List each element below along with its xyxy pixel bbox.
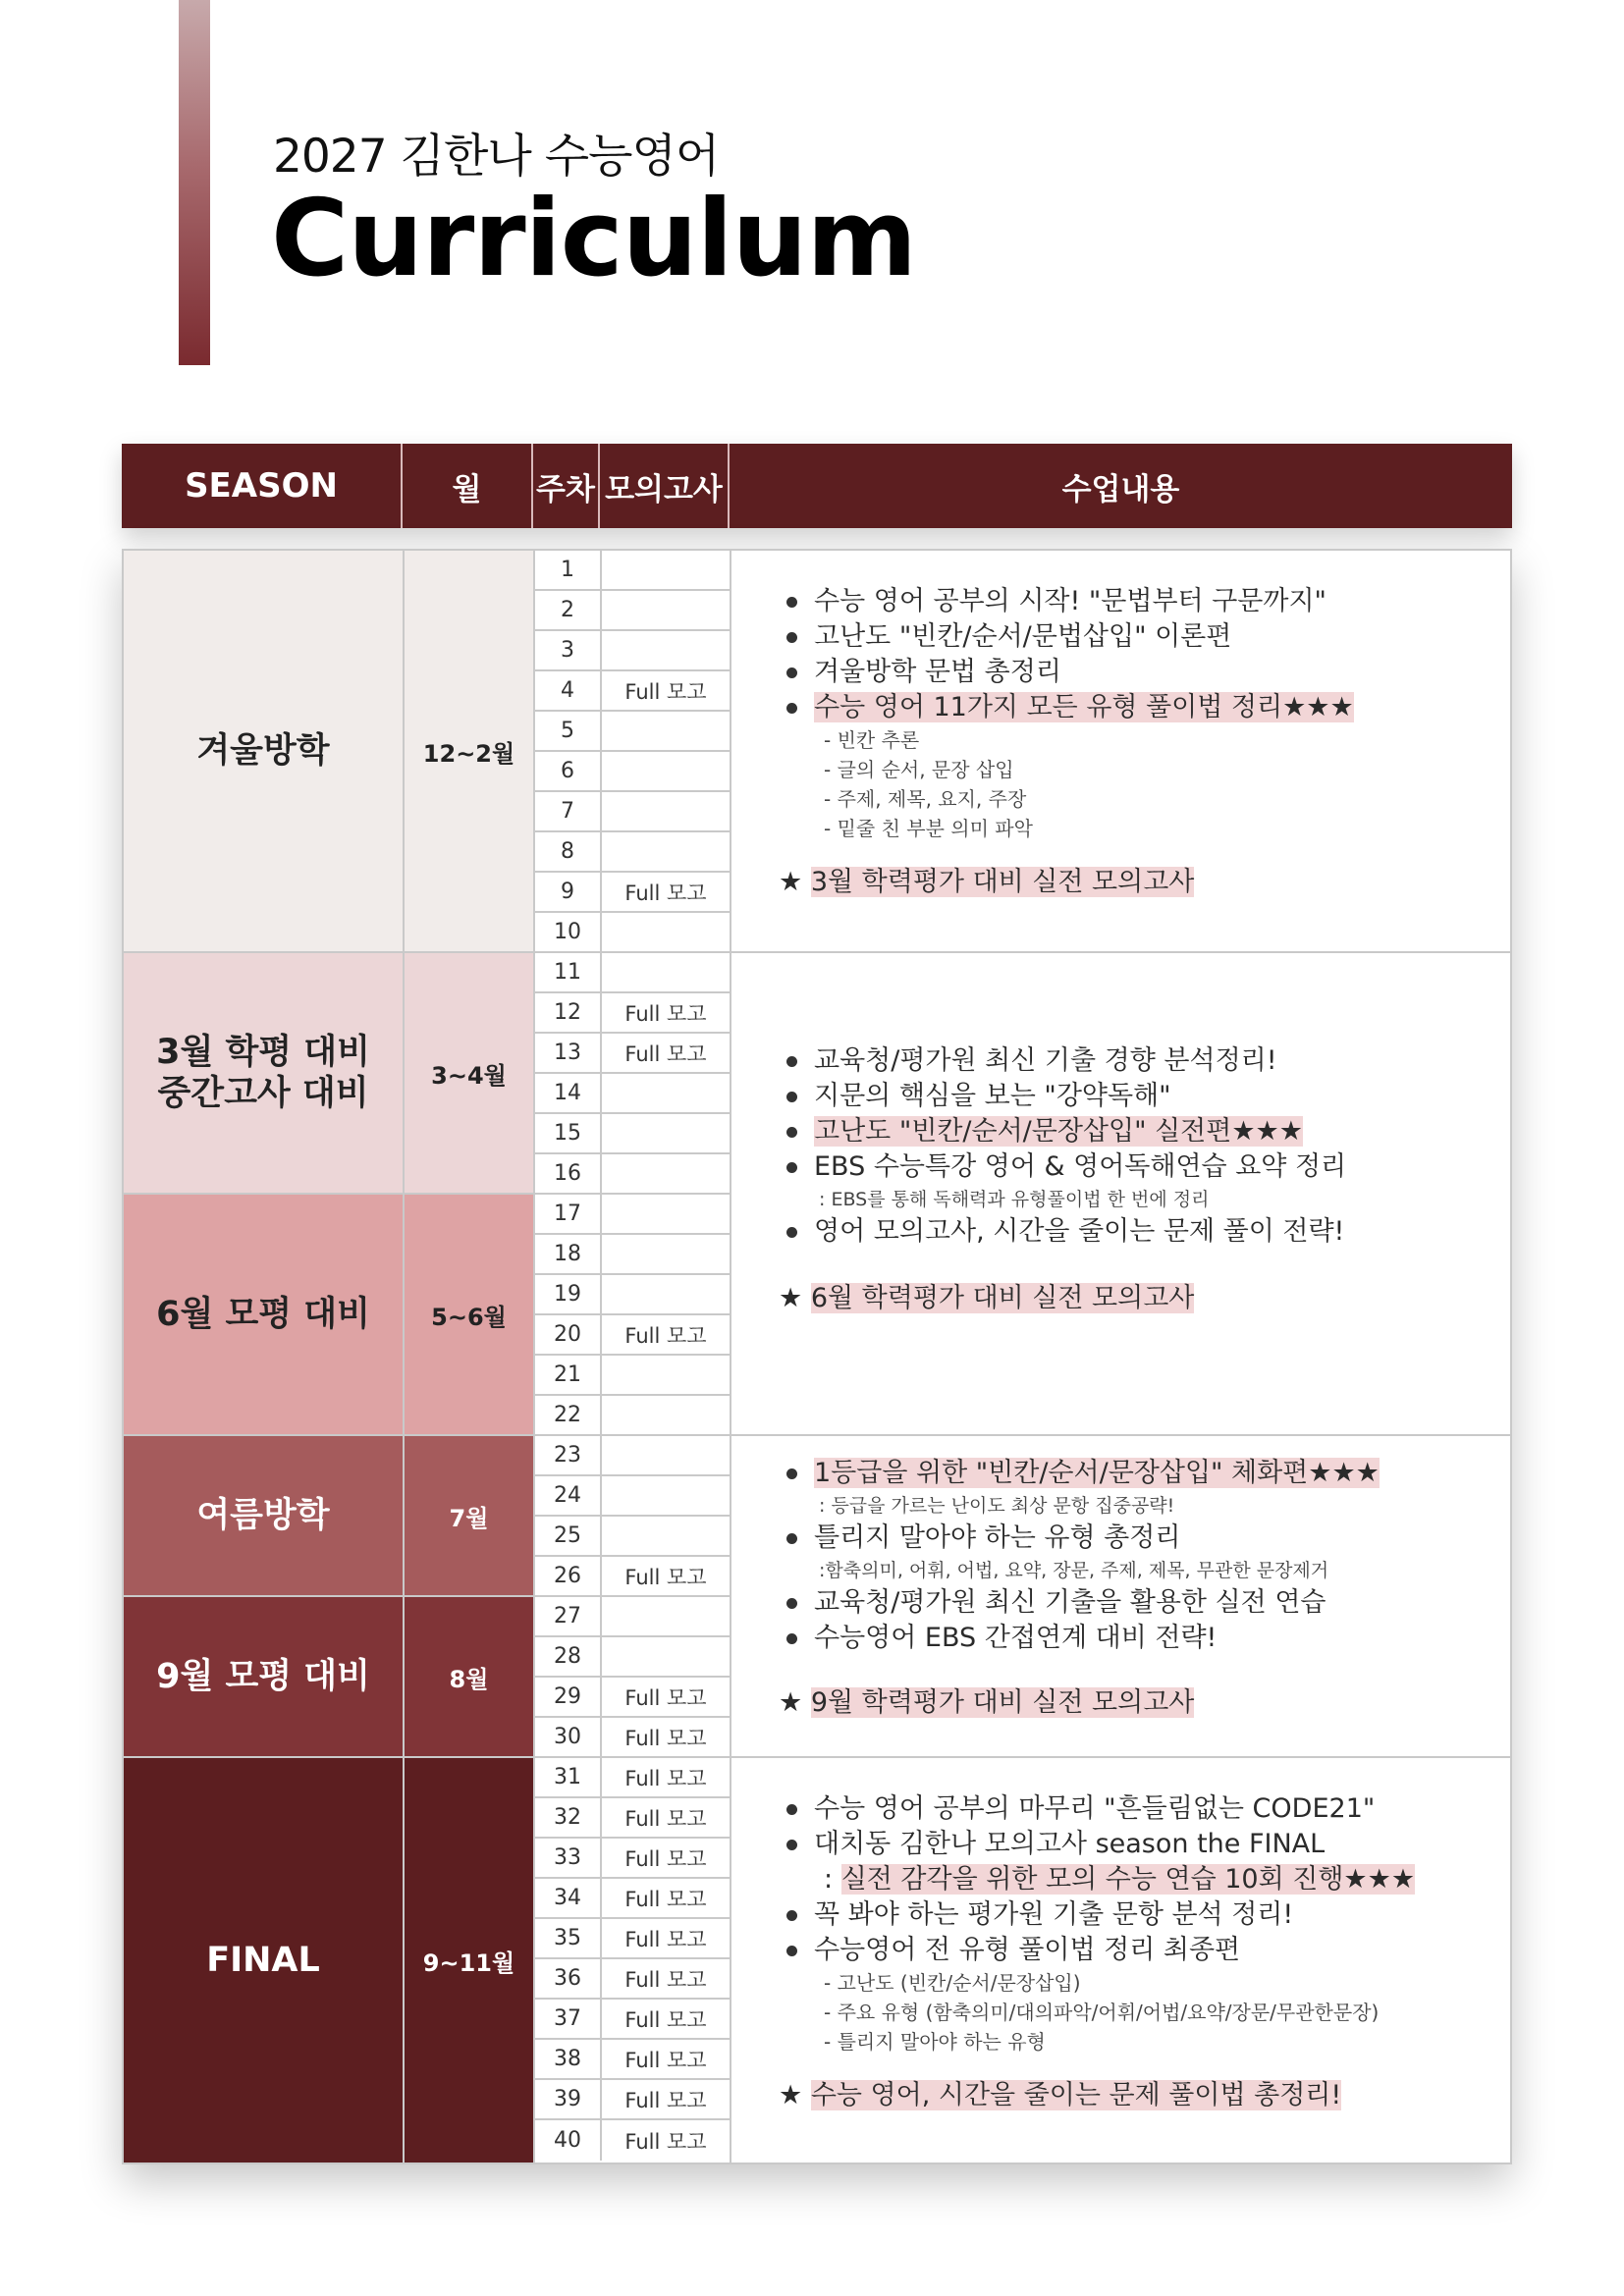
table-row	[535, 1195, 730, 1235]
season-month: 5~6월	[405, 1195, 535, 1434]
week-number: 16	[535, 1154, 602, 1193]
table-row	[535, 1235, 730, 1275]
sub-item: - 고난도 (빈칸/순서/문장삽입)	[824, 1971, 1081, 1995]
highlight-text: 수능 영어 11가지 모든 유형 풀이법 정리★★★	[814, 692, 1354, 722]
week-number: 5	[535, 712, 602, 750]
week-mock-exam	[602, 1154, 730, 1193]
season-name: 여름방학	[124, 1436, 405, 1595]
sub-item: - 주제, 제목, 요지, 주장	[824, 787, 1027, 811]
header-content: 수업내용	[1061, 471, 1180, 507]
week-number: 23	[535, 1436, 602, 1474]
list-item: 고난도 "빈칸/순서/문법삽입" 이론편	[785, 619, 1490, 655]
week-mock-exam	[602, 591, 730, 629]
table-row	[535, 1718, 730, 1758]
table-row	[535, 1597, 730, 1637]
week-number: 12	[535, 993, 602, 1032]
table-row	[535, 1074, 730, 1114]
table-row	[535, 1154, 730, 1195]
list-item: 교육청/평가원 최신 기출을 활용한 실전 연습	[785, 1585, 1490, 1621]
week-mock-exam: Full 모고	[624, 1685, 707, 1710]
sub-item: :함축의미, 어휘, 어법, 요약, 장문, 주제, 제목, 무관한 문장제거	[819, 1560, 1329, 1581]
season-name: 겨울방학	[124, 551, 405, 951]
week-mock-exam	[602, 1356, 730, 1394]
sub-item	[785, 1862, 1490, 1897]
star-note	[779, 1685, 1490, 1721]
highlight-text: 6월 학력평가 대비 실전 모의고사	[810, 1283, 1195, 1313]
week-number: 22	[535, 1396, 602, 1434]
table-row	[535, 1114, 730, 1154]
table-row	[535, 953, 730, 993]
table-row	[535, 1356, 730, 1396]
week-number: 35	[535, 1919, 602, 1957]
list-item: 영어 모의고사, 시간을 줄이는 문제 풀이 전략!	[785, 1214, 1490, 1250]
table-row	[535, 1315, 730, 1356]
week-number: 14	[535, 1074, 602, 1112]
week-mock-exam: Full 모고	[624, 1846, 707, 1871]
table-row	[535, 712, 730, 752]
table-row	[535, 1919, 730, 1959]
week-number: 27	[535, 1597, 602, 1635]
week-mock-exam	[602, 913, 730, 951]
star-note	[779, 2078, 1490, 2113]
content-summer	[731, 1436, 1510, 1758]
week-number: 10	[535, 913, 602, 951]
table-row	[535, 752, 730, 792]
sub-item: - 밑줄 친 부분 의미 파악	[824, 817, 1033, 840]
list-item: EBS 수능특강 영어 & 영어독해연습 요약 정리	[785, 1149, 1490, 1185]
table-row	[535, 1034, 730, 1074]
week-mock-exam	[602, 1195, 730, 1233]
week-mock-exam: Full 모고	[624, 2048, 707, 2072]
week-mock-exam: Full 모고	[624, 1726, 707, 1750]
season-name: FINAL	[124, 1758, 405, 2163]
week-mock-exam: Full 모고	[624, 2007, 707, 2032]
week-number: 1	[535, 551, 602, 589]
week-mock-exam	[602, 832, 730, 871]
table-row	[535, 832, 730, 873]
season-month: 8월	[405, 1597, 535, 1756]
highlight-text: 실전 감각을 위한 모의 수능 연습 10회 진행★★★	[840, 1864, 1416, 1895]
table-row	[535, 1959, 730, 2000]
week-number: 38	[535, 2040, 602, 2078]
content-spring	[731, 953, 1510, 1436]
week-number: 26	[535, 1557, 602, 1595]
week-number: 36	[535, 1959, 602, 1998]
week-number: 32	[535, 1798, 602, 1837]
table-row	[535, 792, 730, 832]
season-june	[124, 1195, 535, 1436]
list-item	[785, 1456, 1490, 1491]
week-number: 29	[535, 1678, 602, 1716]
week-number: 34	[535, 1879, 602, 1917]
list-item: 대치동 김한나 모의고사 season the FINAL	[785, 1827, 1490, 1862]
week-number: 6	[535, 752, 602, 790]
week-number: 11	[535, 953, 602, 991]
list-item	[785, 1114, 1490, 1149]
table-row	[535, 2080, 730, 2120]
week-number: 3	[535, 631, 602, 669]
table-row	[535, 1557, 730, 1597]
week-number: 9	[535, 873, 602, 911]
header-month: 월	[403, 444, 533, 528]
week-number: 39	[535, 2080, 602, 2118]
week-mock-exam	[602, 1396, 730, 1434]
content-final	[731, 1758, 1510, 2163]
list-item: 겨울방학 문법 총정리	[785, 655, 1490, 690]
star-icon: ★	[779, 1687, 803, 1718]
list-item: 수능영어 EBS 간접연계 대비 전략!	[785, 1621, 1490, 1656]
season-name: 9월 모평 대비	[124, 1597, 405, 1756]
week-mock-exam: Full 모고	[624, 1565, 707, 1589]
list-item: 틀리지 말아야 하는 유형 총정리	[785, 1521, 1490, 1556]
highlight-text: 1등급을 위한 "빈칸/순서/문장삽입" 체화편★★★	[814, 1458, 1380, 1488]
sub-item: : 등급을 가르는 난이도 최상 문항 집중공략!	[819, 1495, 1175, 1517]
week-mock-exam: Full 모고	[624, 1887, 707, 1911]
week-number: 33	[535, 1839, 602, 1877]
week-number: 7	[535, 792, 602, 830]
week-mock-exam: Full 모고	[624, 1323, 707, 1348]
week-number: 40	[535, 2120, 602, 2161]
week-mock-exam	[602, 1436, 730, 1474]
table-row	[535, 671, 730, 712]
week-number: 24	[535, 1476, 602, 1515]
week-mock-exam: Full 모고	[624, 1927, 707, 1951]
table-row	[535, 1436, 730, 1476]
week-mock-exam	[602, 752, 730, 790]
header-mock: 모의고사	[600, 444, 730, 528]
weeks-column	[535, 551, 731, 2163]
week-number: 8	[535, 832, 602, 871]
table-row	[535, 1396, 730, 1436]
season-september	[124, 1597, 535, 1758]
sub-item: : EBS를 통해 독해력과 유형풀이법 한 번에 정리	[819, 1189, 1210, 1210]
table-row	[535, 1678, 730, 1718]
week-mock-exam	[602, 953, 730, 991]
star-note	[779, 1281, 1490, 1316]
header-week: 주차	[533, 444, 600, 528]
week-number: 15	[535, 1114, 602, 1152]
week-mock-exam	[602, 1637, 730, 1676]
week-number: 13	[535, 1034, 602, 1072]
week-number: 30	[535, 1718, 602, 1756]
sub-item: - 틀리지 말아야 하는 유형	[824, 2030, 1046, 2054]
sub-item: - 주요 유형 (함축의미/대의파악/어휘/어법/요약/장문/무관한문장)	[824, 2001, 1380, 2024]
season-month: 3~4월	[405, 953, 535, 1193]
table-header	[122, 444, 1512, 528]
sub-item: - 글의 순서, 문장 삽입	[824, 758, 1014, 781]
table-row	[535, 913, 730, 953]
season-month: 9~11월	[405, 1758, 535, 2163]
list-item: 교육청/평가원 최신 기출 경향 분석정리!	[785, 1043, 1490, 1079]
week-number: 28	[535, 1637, 602, 1676]
star-icon: ★	[779, 1283, 803, 1313]
table-row	[535, 2000, 730, 2040]
week-mock-exam	[602, 1074, 730, 1112]
week-number: 4	[535, 671, 602, 710]
list-item: 수능 영어 공부의 마무리 "흔들림없는 CODE21"	[785, 1791, 1490, 1827]
season-march	[124, 953, 535, 1195]
week-number: 17	[535, 1195, 602, 1233]
season-month: 7월	[405, 1436, 535, 1595]
week-mock-exam: Full 모고	[624, 1041, 707, 1066]
week-number: 31	[535, 1758, 602, 1796]
colon-prefix: :	[824, 1864, 841, 1895]
table-row	[535, 1476, 730, 1517]
week-mock-exam: Full 모고	[624, 2088, 707, 2112]
week-mock-exam: Full 모고	[624, 1967, 707, 1992]
sub-item: - 빈칸 추론	[824, 728, 920, 752]
page-subtitle: 2027 김한나 수능영어	[273, 130, 720, 184]
table-row	[535, 2040, 730, 2080]
week-number: 37	[535, 2000, 602, 2038]
week-mock-exam	[602, 1476, 730, 1515]
week-mock-exam	[602, 631, 730, 669]
list-item: 지문의 핵심을 보는 "강약독해"	[785, 1079, 1490, 1114]
week-mock-exam	[602, 1517, 730, 1555]
week-mock-exam	[602, 551, 730, 589]
week-number: 19	[535, 1275, 602, 1313]
table-row	[535, 1798, 730, 1839]
table-row	[535, 1637, 730, 1678]
season-winter	[124, 551, 535, 953]
table-row	[535, 993, 730, 1034]
curriculum-table	[122, 549, 1512, 2164]
list-item	[785, 690, 1490, 725]
week-mock-exam	[602, 712, 730, 750]
week-number: 20	[535, 1315, 602, 1354]
star-icon: ★	[779, 867, 803, 897]
page-title: Curriculum	[271, 178, 917, 300]
accent-bar	[179, 0, 210, 365]
table-row	[535, 551, 730, 591]
season-name: 6월 모평 대비	[124, 1195, 405, 1434]
week-mock-exam	[602, 792, 730, 830]
list-item: 수능영어 전 유형 풀이법 정리 최종편	[785, 1933, 1490, 1968]
table-row	[535, 873, 730, 913]
week-mock-exam: Full 모고	[624, 679, 707, 704]
season-final	[124, 1758, 535, 2163]
week-number: 2	[535, 591, 602, 629]
season-name: 3월 학평 대비 중간고사 대비	[124, 953, 405, 1193]
content-winter	[731, 551, 1510, 953]
table-row	[535, 631, 730, 671]
week-number: 18	[535, 1235, 602, 1273]
week-mock-exam: Full 모고	[624, 881, 707, 905]
table-row	[535, 2120, 730, 2161]
season-summer	[124, 1436, 535, 1597]
week-mock-exam	[602, 1275, 730, 1313]
week-mock-exam	[602, 1597, 730, 1635]
table-row	[535, 1879, 730, 1919]
table-row	[535, 591, 730, 631]
table-row	[535, 1517, 730, 1557]
highlight-text: 고난도 "빈칸/순서/문장삽입" 실전편★★★	[814, 1116, 1303, 1147]
star-icon: ★	[779, 2080, 803, 2110]
list-item: 꼭 봐야 하는 평가원 기출 문항 분석 정리!	[785, 1897, 1490, 1933]
week-mock-exam	[602, 1235, 730, 1273]
week-number: 25	[535, 1517, 602, 1555]
week-mock-exam: Full 모고	[624, 1766, 707, 1790]
table-row	[535, 1758, 730, 1798]
highlight-text: 3월 학력평가 대비 실전 모의고사	[810, 867, 1195, 897]
week-mock-exam	[602, 1114, 730, 1152]
star-note	[779, 865, 1490, 900]
week-mock-exam: Full 모고	[624, 1001, 707, 1026]
table-row	[535, 1275, 730, 1315]
week-mock-exam: Full 모고	[624, 2129, 707, 2154]
list-item: 수능 영어 공부의 시작! "문법부터 구문까지"	[785, 584, 1490, 619]
highlight-text: 9월 학력평가 대비 실전 모의고사	[810, 1687, 1195, 1718]
week-mock-exam: Full 모고	[624, 1806, 707, 1831]
week-number: 21	[535, 1356, 602, 1394]
header-season: SEASON	[122, 444, 403, 528]
table-row	[535, 1839, 730, 1879]
season-month: 12~2월	[405, 551, 535, 951]
highlight-text: 수능 영어, 시간을 줄이는 문제 풀이법 총정리!	[810, 2080, 1342, 2110]
